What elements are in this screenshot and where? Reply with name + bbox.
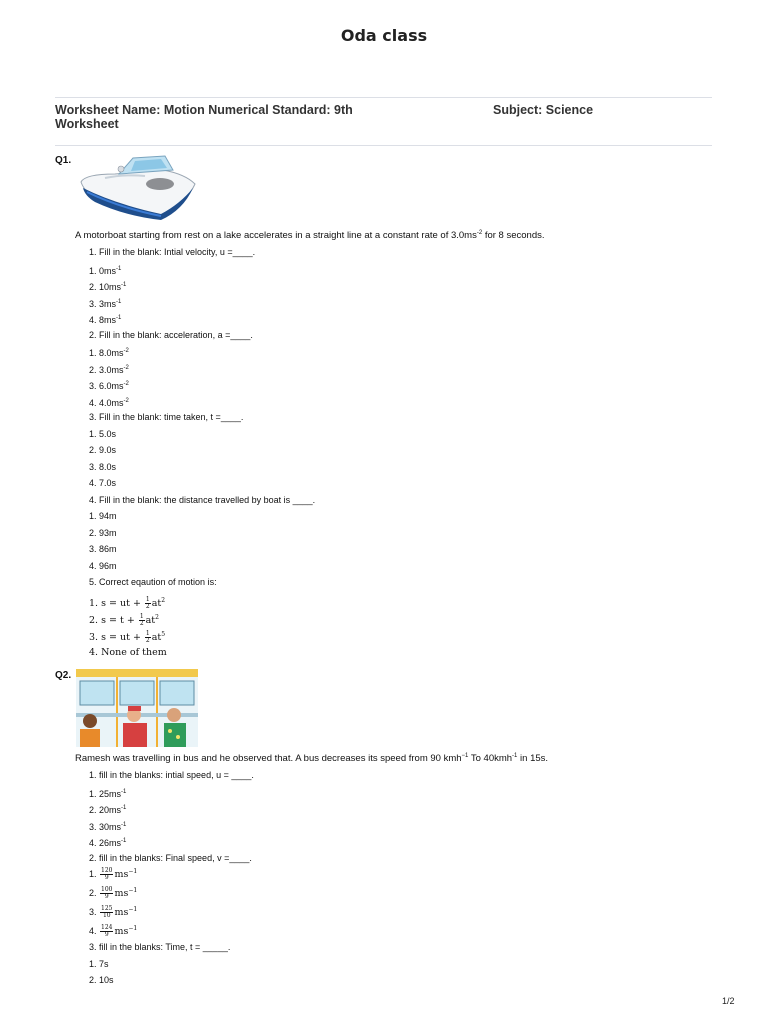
question-1-none-option: 4. None of them <box>89 647 167 658</box>
question-1-line: 1. 94m <box>89 511 117 521</box>
equation-option: 1. s = ut + $\frac{1}{2}$ $at^2$ <box>89 596 166 611</box>
header-bottom-divider <box>55 145 712 146</box>
equation-option: 2. s = t + $\frac{1}{2}$ $at^2$ <box>89 613 159 628</box>
question-2-line: 3. $30ms^{-1}$ <box>89 821 127 832</box>
motorboat-image <box>75 152 200 224</box>
worksheet-name: Worksheet Name: Motion Numerical Standard: 9th Worksheet <box>55 103 353 131</box>
fraction: $\frac{1}{2}$ <box>145 596 150 611</box>
question-2-line: 2. fill in the blanks: Final speed, v =____. <box>89 852 252 863</box>
question-1-line: 2. $3.0ms^{-2}$ <box>89 364 129 375</box>
question-1-line: 3. Fill in the blank: time taken, t =____. <box>89 412 244 422</box>
fraction: $\frac{1}{2}$ <box>145 630 150 645</box>
question-1-line: 1. $0ms^{-1}$ <box>89 265 122 276</box>
question-1-line: 2. Fill in the blank: acceleration, a =____. <box>89 329 253 340</box>
question-2-line: 1. $25ms^{-1}$ <box>89 788 127 799</box>
question-1-line: 4. 7.0s <box>89 478 117 488</box>
question-2-stem: Ramesh was travelling in bus and he observed that. A bus decreases its speed from 90 kmh$^{-1}$ To 40kmh$^{-1}$ in 15s. <box>75 753 549 765</box>
fraction-option: 3. $\frac{125}{10}$ $ms^{-1}$ <box>89 905 138 920</box>
question-1-line: 1. $8.0ms^{-2}$ <box>89 348 129 358</box>
question-1-line: 2. 9.0s <box>89 445 117 455</box>
bus-passengers-image <box>76 669 198 747</box>
worksheet-subject: Subject: Science <box>493 103 594 117</box>
equation-option: 3. s = ut + $\frac{1}{2}$ $at^5$ <box>89 630 166 645</box>
question-1-line: 1. Fill in the blank: Intial velocity, u =____. <box>89 247 256 257</box>
question-1-line: 2. $10ms^{-1}$ <box>89 282 127 292</box>
question-2-line: 2. 10s <box>89 975 114 985</box>
question-2-line: 2. $20ms^{-1}$ <box>89 805 127 815</box>
question-1-line: 4. $8ms^{-1}$ <box>89 315 122 325</box>
fraction: $\frac{124}{9}$ <box>101 924 113 939</box>
fraction-option: 2. $\frac{100}{9}$ $ms^{-1}$ <box>89 886 138 901</box>
question-1-line: 4. Fill in the blank: the distance travelled by boat is ____. <box>89 494 316 505</box>
question-2-label: Q2. <box>55 670 72 681</box>
question-1-stem: A motorboat starting from rest on a lake accelerates in a straight line at a constant rate of $3.0ms^{-2}$ for 8 seconds. <box>75 230 545 242</box>
question-1-line: 3. $3ms^{-1}$ <box>89 298 122 309</box>
question-1-line: 3. 86m <box>89 544 117 554</box>
fraction-option: 1. $\frac{120}{9}$ $ms^{-1}$ <box>89 867 138 882</box>
fraction-option: 4. $\frac{124}{9}$ $ms^{-1}$ <box>89 924 138 939</box>
page-number: 1/2 <box>722 996 735 1006</box>
question-1-label: Q1. <box>55 155 72 166</box>
fraction: $\frac{125}{10}$ <box>101 905 113 920</box>
header-top-divider <box>55 97 712 98</box>
question-2-line: 1. 7s <box>89 958 109 969</box>
fraction: $\frac{1}{2}$ <box>139 613 144 628</box>
question-1-line: 5. Correct eqaution of motion is: <box>89 577 217 587</box>
question-1-line: 2. 93m <box>89 527 117 538</box>
question-2-line: 4. $26ms^{-1}$ <box>89 838 127 848</box>
question-1-line: 3. 8.0s <box>89 461 117 472</box>
question-1-line: 1. 5.0s <box>89 428 117 439</box>
page-title: Oda class <box>340 26 428 45</box>
question-1-line: 4. $4.0ms^{-2}$ <box>89 397 129 408</box>
question-1-line: 3. $6.0ms^{-2}$ <box>89 381 129 391</box>
fraction: $\frac{120}{9}$ <box>101 867 113 882</box>
question-1-line: 4. 96m <box>89 560 117 571</box>
fraction: $\frac{100}{9}$ <box>101 886 113 901</box>
question-2-line: 3. fill in the blanks: Time, t = _____. <box>89 942 231 952</box>
question-2-line: 1. fill in the blanks: intial speed, u = ____. <box>89 770 254 780</box>
